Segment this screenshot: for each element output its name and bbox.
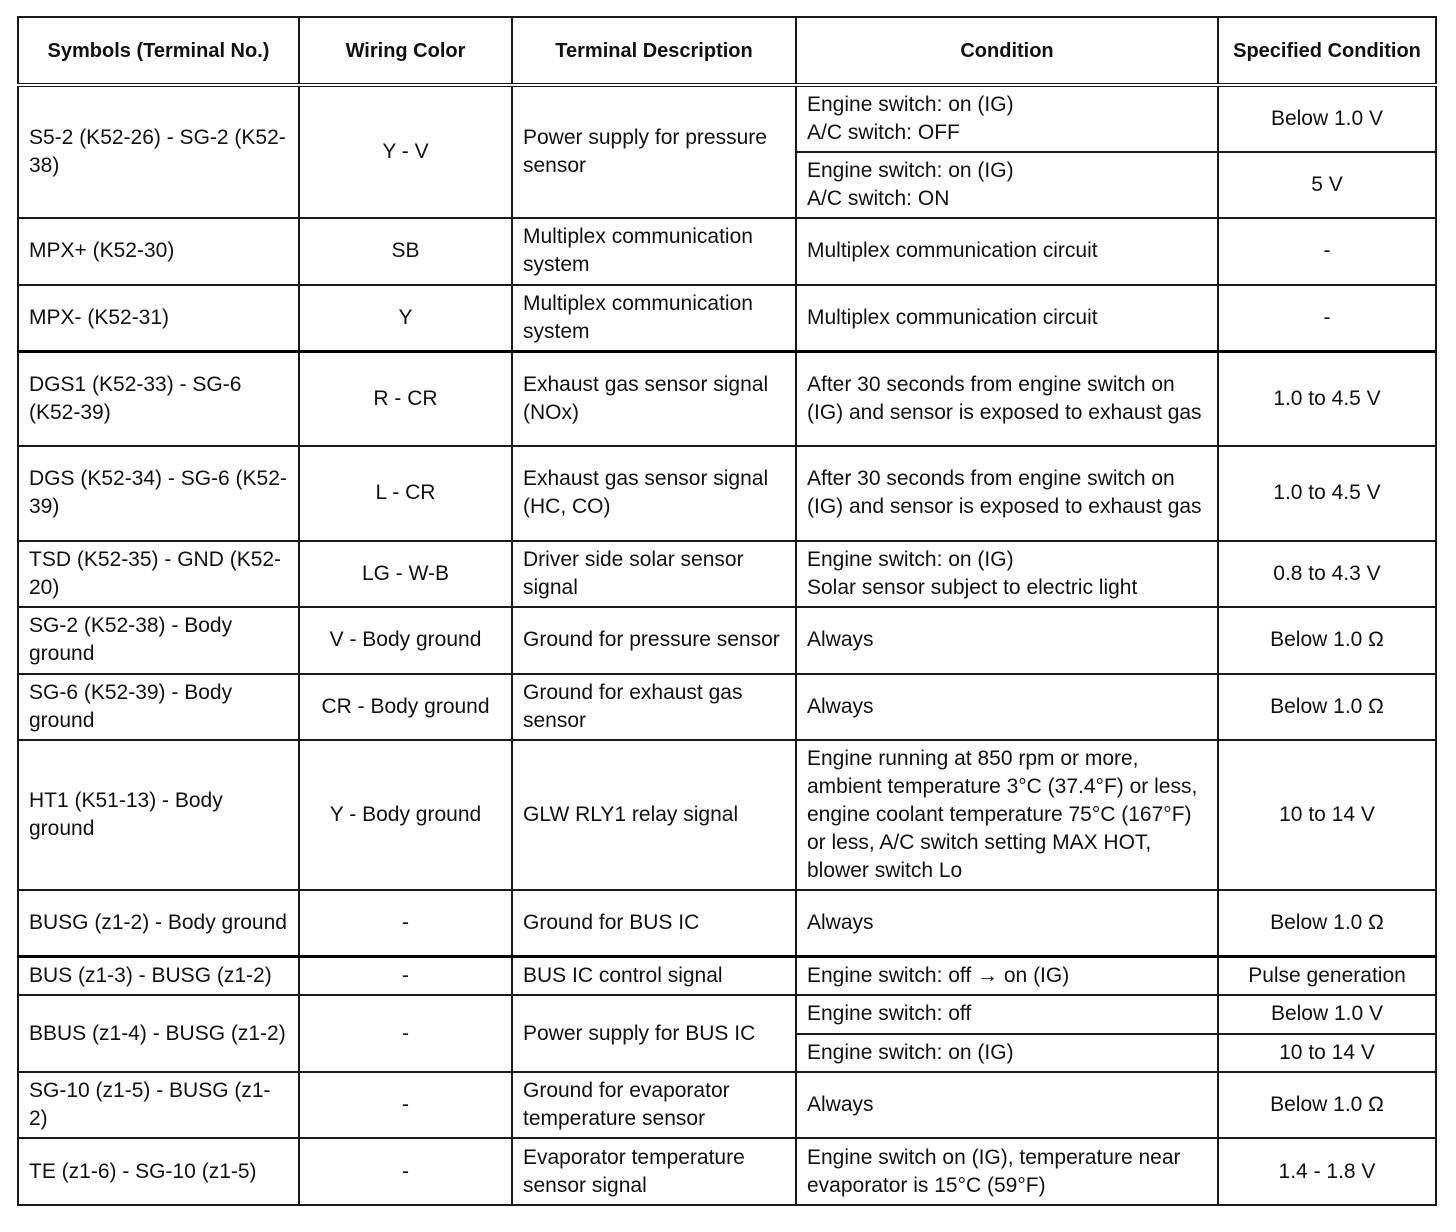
symbol-cell: MPX+ (K52-30) <box>18 218 299 285</box>
symbol-cell: S5-2 (K52-26) - SG-2 (K52-38) <box>18 85 299 218</box>
wiring-color-cell: - <box>299 890 512 957</box>
condition-cell: Always <box>796 674 1218 741</box>
description-cell: Exhaust gas sensor signal (HC, CO) <box>512 446 796 541</box>
header-wiring-color: Wiring Color <box>299 17 512 85</box>
spec-cell: Below 1.0 Ω <box>1218 1072 1436 1139</box>
symbol-cell: TE (z1-6) - SG-10 (z1-5) <box>18 1138 299 1205</box>
spec-cell: 10 to 14 V <box>1218 1034 1436 1072</box>
header-specified-condition: Specified Condition <box>1218 17 1436 85</box>
description-cell: GLW RLY1 relay signal <box>512 740 796 890</box>
symbol-cell: TSD (K52-35) - GND (K52-20) <box>18 541 299 608</box>
table-row <box>18 674 1436 741</box>
wiring-color-cell: - <box>299 1072 512 1139</box>
condition-cell: Engine switch: on (IG) Solar sensor subject to electric light <box>796 541 1218 608</box>
spec-cell: 0.8 to 4.3 V <box>1218 541 1436 608</box>
wiring-color-cell: Y - V <box>299 85 512 218</box>
table-row <box>18 285 1436 352</box>
table-row <box>18 957 1436 995</box>
wiring-color-cell: CR - Body ground <box>299 674 512 741</box>
spec-cell: Pulse generation <box>1218 957 1436 995</box>
wiring-color-cell: Y <box>299 285 512 352</box>
wiring-color-cell: L - CR <box>299 446 512 541</box>
condition-cell: Engine running at 850 rpm or more, ambient temperature 3°C (37.4°F) or less, engine coolant temperature 75°C (167°F) or less, A/C switch setting MAX HOT, blower switch Lo <box>796 740 1218 890</box>
description-cell: Ground for pressure sensor <box>512 607 796 674</box>
wiring-color-cell: R - CR <box>299 351 512 446</box>
spec-cell: 10 to 14 V <box>1218 740 1436 890</box>
condition-cell: Engine switch: on (IG) <box>796 1034 1218 1072</box>
table-row <box>18 1138 1436 1205</box>
description-cell: Exhaust gas sensor signal (NOx) <box>512 351 796 446</box>
wiring-color-cell: V - Body ground <box>299 607 512 674</box>
spec-cell: Below 1.0 Ω <box>1218 607 1436 674</box>
wiring-color-cell: - <box>299 995 512 1072</box>
condition-cell: Always <box>796 1072 1218 1139</box>
description-cell: Ground for BUS IC <box>512 890 796 957</box>
description-cell: Ground for evaporator temperature sensor <box>512 1072 796 1139</box>
condition-cell: Always <box>796 607 1218 674</box>
symbol-cell: BUS (z1-3) - BUSG (z1-2) <box>18 957 299 995</box>
table-row <box>18 1072 1436 1139</box>
description-cell: Ground for exhaust gas sensor <box>512 674 796 741</box>
table-row <box>18 218 1436 285</box>
table-row <box>18 541 1436 608</box>
symbol-cell: MPX- (K52-31) <box>18 285 299 352</box>
header-row <box>18 17 1436 85</box>
table-row <box>18 740 1436 890</box>
condition-cell: Engine switch: off → on (IG) <box>796 957 1218 995</box>
symbol-cell: BUSG (z1-2) - Body ground <box>18 890 299 957</box>
condition-cell: After 30 seconds from engine switch on (IG) and sensor is exposed to exhaust gas <box>796 351 1218 446</box>
condition-cell: After 30 seconds from engine switch on (IG) and sensor is exposed to exhaust gas <box>796 446 1218 541</box>
condition-cell: Multiplex communication circuit <box>796 285 1218 352</box>
spec-cell: - <box>1218 218 1436 285</box>
table-row <box>18 995 1436 1033</box>
description-cell: Multiplex communication system <box>512 218 796 285</box>
description-cell: Multiplex communication system <box>512 285 796 352</box>
condition-cell: Engine switch: off <box>796 995 1218 1033</box>
wiring-color-cell: SB <box>299 218 512 285</box>
symbol-cell: BBUS (z1-4) - BUSG (z1-2) <box>18 995 299 1072</box>
condition-cell: Always <box>796 890 1218 957</box>
condition-cell: Engine switch: on (IG) A/C switch: ON <box>796 152 1218 219</box>
symbol-cell: SG-6 (K52-39) - Body ground <box>18 674 299 741</box>
description-cell: Evaporator temperature sensor signal <box>512 1138 796 1205</box>
condition-cell: Engine switch: on (IG) A/C switch: OFF <box>796 85 1218 152</box>
spec-cell: - <box>1218 285 1436 352</box>
header-symbols: Symbols (Terminal No.) <box>18 17 299 85</box>
description-cell: Power supply for pressure sensor <box>512 85 796 218</box>
description-cell: Power supply for BUS IC <box>512 995 796 1072</box>
spec-cell: 5 V <box>1218 152 1436 219</box>
spec-cell: Below 1.0 Ω <box>1218 890 1436 957</box>
symbol-cell: DGS1 (K52-33) - SG-6 (K52-39) <box>18 351 299 446</box>
header-terminal-description: Terminal Description <box>512 17 796 85</box>
symbol-cell: SG-2 (K52-38) - Body ground <box>18 607 299 674</box>
spec-cell: 1.4 - 1.8 V <box>1218 1138 1436 1205</box>
table-row <box>18 351 1436 446</box>
spec-cell: 1.0 to 4.5 V <box>1218 351 1436 446</box>
symbol-cell: DGS (K52-34) - SG-6 (K52-39) <box>18 446 299 541</box>
table-row <box>18 890 1436 957</box>
spec-cell: Below 1.0 V <box>1218 85 1436 152</box>
spec-cell: 1.0 to 4.5 V <box>1218 446 1436 541</box>
symbol-cell: HT1 (K51-13) - Body ground <box>18 740 299 890</box>
spec-cell: Below 1.0 V <box>1218 995 1436 1033</box>
table-row <box>18 607 1436 674</box>
wiring-color-cell: - <box>299 1138 512 1205</box>
symbol-cell: SG-10 (z1-5) - BUSG (z1-2) <box>18 1072 299 1139</box>
table-row <box>18 446 1436 541</box>
condition-cell: Multiplex communication circuit <box>796 218 1218 285</box>
header-condition: Condition <box>796 17 1218 85</box>
wiring-color-cell: Y - Body ground <box>299 740 512 890</box>
wiring-color-cell: LG - W-B <box>299 541 512 608</box>
terminal-table <box>17 16 1437 1206</box>
table-row <box>18 85 1436 152</box>
wiring-color-cell: - <box>299 957 512 995</box>
spec-cell: Below 1.0 Ω <box>1218 674 1436 741</box>
condition-cell: Engine switch on (IG), temperature near evaporator is 15°C (59°F) <box>796 1138 1218 1205</box>
description-cell: BUS IC control signal <box>512 957 796 995</box>
description-cell: Driver side solar sensor signal <box>512 541 796 608</box>
